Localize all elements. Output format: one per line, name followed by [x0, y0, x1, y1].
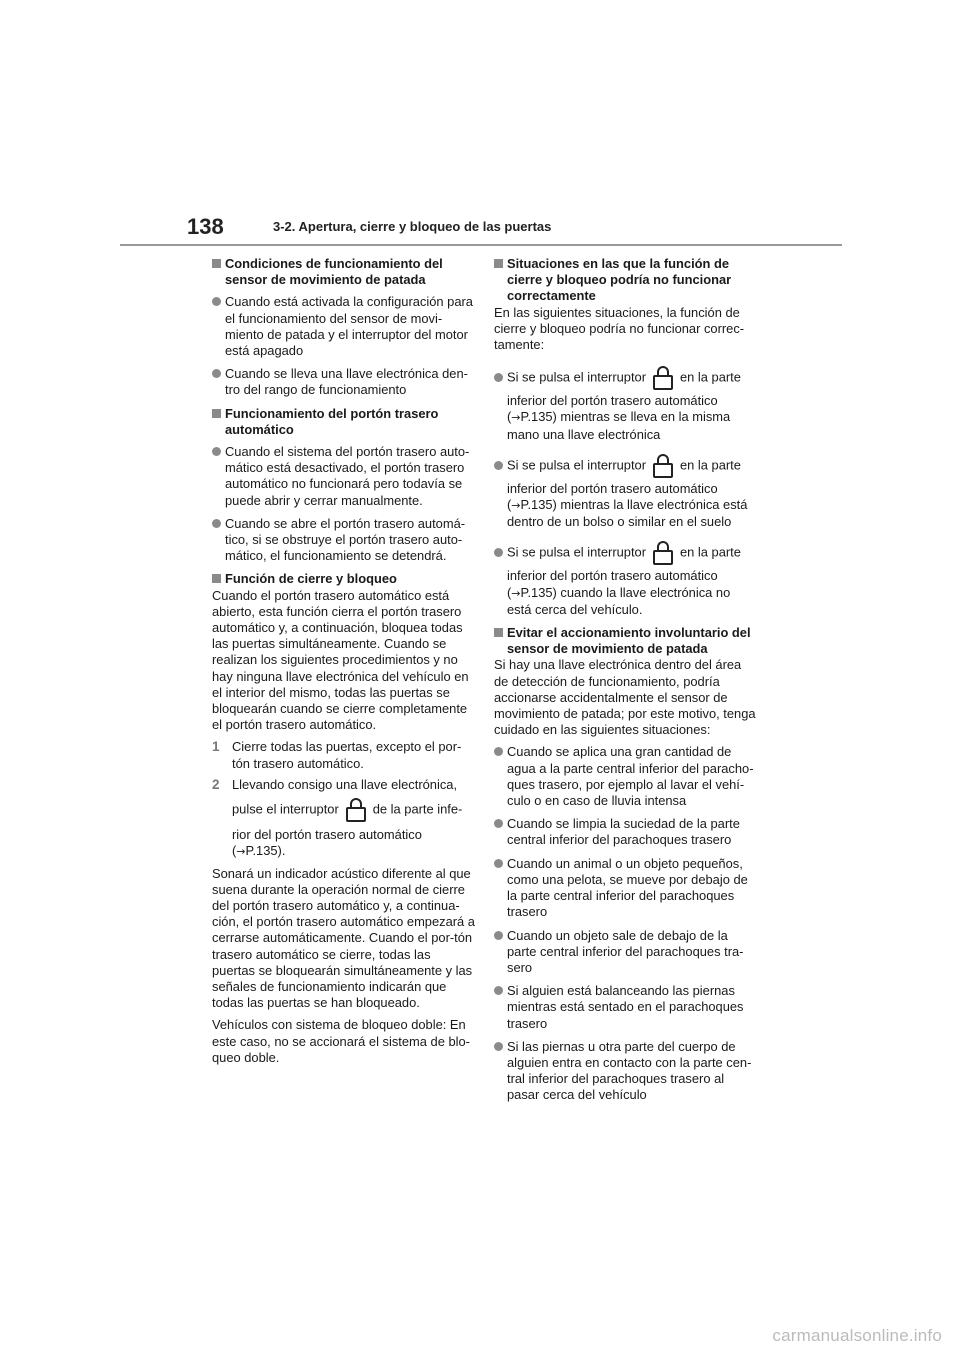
header-divider: [120, 244, 842, 246]
round-bullet-icon: [494, 986, 503, 995]
round-bullet-icon: [212, 297, 221, 306]
round-bullet-icon: [212, 447, 221, 456]
square-bullet-icon: [494, 259, 503, 268]
lock-switch-icon: [652, 453, 674, 479]
list-item: Cuando se lleva una llave electrónica den-tro del rango de funcionamiento: [212, 366, 476, 398]
reference-arrow-icon: →: [511, 499, 521, 513]
round-bullet-icon: [494, 859, 503, 868]
list-item: Si se pulsa el interruptor en la parte inferior del portón trasero automático (→P.135) mientras la llave electrónica está dentro de un bolso o similar en el suelo: [494, 453, 758, 531]
heading-close-lock-malfunction: Situaciones en las que la función de cierre y bloqueo podría no funcionar correctamente: [494, 256, 758, 305]
step-2: 2 Llevando consigo una llave electrónica, pulse el interruptor de la parte infe- rior del portón trasero automático (→P.135).: [212, 776, 463, 859]
square-bullet-icon: [494, 628, 503, 637]
step-number: 2: [212, 776, 220, 792]
round-bullet-icon: [494, 461, 503, 470]
left-column: [212, 256, 476, 1072]
round-bullet-icon: [494, 747, 503, 756]
list-item: Cuando se limpia la suciedad de la parte central inferior del parachoques trasero: [494, 816, 758, 848]
lock-switch-icon: [652, 365, 674, 391]
list-item: Si se pulsa el interruptor en la parte inferior del portón trasero automático (→P.135) mientras se lleva en la misma mano una llave electrónica: [494, 365, 758, 443]
heading-avoid-accidental: Evitar el accionamiento involuntario del sensor de movimiento de patada: [494, 625, 758, 657]
list-item: Cuando un animal o un objeto pequeños, como una pelota, se mueve por debajo de la parte central inferior del parachoques trasero: [494, 856, 758, 921]
page-number: 138: [187, 214, 224, 239]
lock-switch-icon: [345, 797, 367, 823]
step-number: 1: [212, 739, 220, 755]
square-bullet-icon: [212, 259, 221, 268]
paragraph: Sonará un indicador acústico diferente al que suena durante la operación normal de cierre del portón trasero automático y, a continua-ción, el portón trasero automático empezará a cerrarse automáticamente. Cuando el por-tón trasero automático se cierre, todas las puertas se bloquearán simultáneamente y las señales de funcionamiento indicarán que todas las puertas se han bloqueado.: [212, 865, 475, 1011]
list-item: Cuando está activada la configuración para el funcionamiento del sensor de movi-miento de patada y el interruptor del motor está apagado: [212, 294, 476, 359]
page-header: [0, 0, 960, 250]
heading-power-tailgate: Funcionamiento del portón trasero automático: [212, 406, 476, 438]
lock-switch-icon: [652, 540, 674, 566]
round-bullet-icon: [494, 819, 503, 828]
round-bullet-icon: [494, 548, 503, 557]
square-bullet-icon: [212, 574, 221, 583]
round-bullet-icon: [212, 369, 221, 378]
list-item: Si se pulsa el interruptor en la parte inferior del portón trasero automático (→P.135) cuando la llave electrónica no está cerca del vehículo.: [494, 540, 758, 618]
paragraph: Cuando el portón trasero automático está abierto, esta función cierra el portón trasero automático y, a continuación, bloquea todas las puertas simultáneamente. Cuando se realizan los siguientes procedimientos y no hay ninguna llave electrónica del vehículo en el interior del mismo, todas las puertas se bloquearán cuando se cierre completamente el portón trasero automático.: [212, 587, 469, 733]
paragraph: En las siguientes situaciones, la función de cierre y bloqueo podría no funcionar correc-tamente:: [494, 304, 745, 353]
list-item: Cuando el sistema del portón trasero auto-mático está desactivado, el portón trasero automático no funcionará pero todavía se puede abrir y cerrar manualmente.: [212, 444, 476, 509]
list-item: Cuando un objeto sale de debajo de la parte central inferior del parachoques tra-sero: [494, 928, 758, 977]
paragraph: Vehículos con sistema de bloqueo doble: En este caso, no se accionará el sistema de blo-queo doble.: [212, 1017, 470, 1065]
round-bullet-icon: [494, 931, 503, 940]
watermark[interactable]: carmanualsonline.info: [772, 1326, 942, 1345]
list-item: Cuando se abre el portón trasero automá-tico, si se obstruye el portón trasero auto-mático, el funcionamiento se detendrá.: [212, 516, 476, 565]
heading-close-lock: Función de cierre y bloqueo: [212, 571, 476, 587]
square-bullet-icon: [212, 409, 221, 418]
heading-sensor-conditions: Condiciones de funcionamiento del sensor de movimiento de patada: [212, 256, 476, 288]
list-item: Cuando se aplica una gran cantidad de agua a la parte central inferior del paracho-ques trasero, por ejemplo al lavar el vehí-culo o en caso de lluvia intensa: [494, 744, 758, 809]
list-item: Si alguien está balanceando las piernas mientras está sentado en el parachoques trasero: [494, 983, 758, 1032]
reference-arrow-icon: →: [511, 411, 521, 425]
round-bullet-icon: [212, 519, 221, 528]
list-item: Si las piernas u otra parte del cuerpo de alguien entra en contacto con la parte cen-tral inferior del parachoques trasero al pasar cerca del vehículo: [494, 1039, 758, 1104]
step-1: 1 Cierre todas las puertas, excepto el por-tón trasero automático.: [212, 739, 462, 771]
round-bullet-icon: [494, 1042, 503, 1051]
reference-arrow-icon: →: [511, 586, 521, 600]
round-bullet-icon: [494, 373, 503, 382]
right-column: [494, 256, 758, 1111]
section-title: 3-2. Apertura, cierre y bloqueo de las puertas: [273, 219, 552, 234]
reference-arrow-icon: →: [236, 845, 246, 859]
paragraph: Si hay una llave electrónica dentro del área de detección de funcionamiento, podría accionarse accidentalmente el sensor de movimiento de patada; por este motivo, tenga cuidado en las siguientes situaciones:: [494, 657, 756, 738]
